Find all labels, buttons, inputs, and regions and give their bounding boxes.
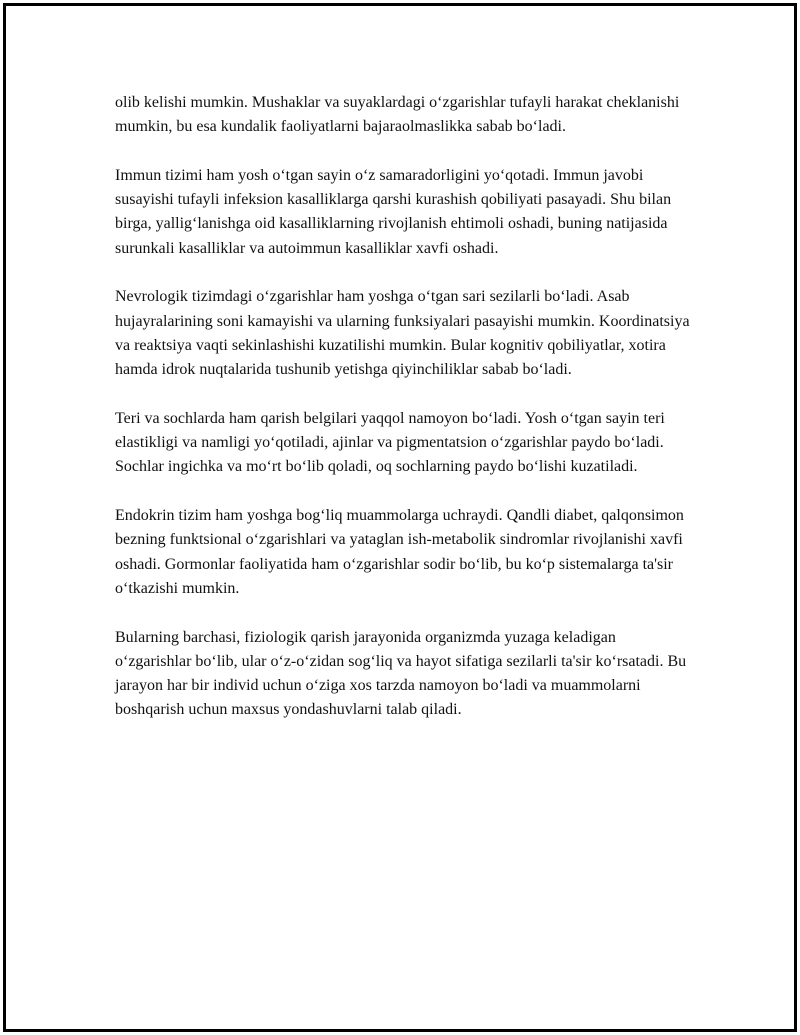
paragraph-conclusion: Bularning barchasi, fiziologik qarish jarayonida organizmda yuzaga keladigan o‘zgarishlar bo‘lib, ular o‘z-o‘zidan sog‘liq va hayot sifatiga sezilarli ta'sir ko‘rsatadi. Bu jarayon har bir individ uchun o‘ziga xos tarzda namoyon bo‘ladi va muammolarni boshqarish uchun maxsus yondashuvlarni talab qiladi. (115, 628, 687, 719)
paragraph-skin-and-hair: Teri va sochlarda ham qarish belgilari yaqqol namoyon bo‘ladi. Yosh o‘tgan sayin teri elastikligi va namligi yo‘qotiladi, ajinlar va pigmentatsion o‘zgarishlar paydo bo‘ladi. Sochlar ingichka va mo‘rt bo‘lib qoladi, oq sochlarning paydo bo‘lishi kuzatiladi. (115, 409, 665, 476)
paragraph-endocrine: Endokrin tizim ham yoshga bog‘liq muammolarga uchraydi. Qandli diabet, qalqonsimon bezning funktsional o‘zgarishlari va yataglan ish-metabolik sindromlar rivojlanishi xavfi oshadi. Gormonlar faoliyatida ham o‘zgarishlar sodir bo‘lib, bu ko‘p sistemalarga ta'sir o‘tkazishi mumkin. (115, 507, 684, 597)
paragraph-immune-system: Immun tizimi ham yosh o‘tgan sayin o‘z samaradorligini yo‘qotadi. Immun javobi susayishi tufayli infeksion kasalliklarga qarshi kurashish qobiliyati pasayadi. Shu bilan birga, yallig‘lanishga oid kasalliklarning rivojlanish ehtimoli oshadi, buning natijasida surunkali kasalliklar va autoimmun kasalliklar xavfi oshadi. (115, 166, 672, 257)
paragraph-musculoskeletal: olib kelishi mumkin. Mushaklar va suyaklardagi o‘zgarishlar tufayli harakat cheklanishi mumkin, bu esa kundalik faoliyatlarni bajaraolmaslikka sabab bo‘ladi. (115, 94, 680, 136)
document-body (115, 91, 695, 747)
paragraph-neurological: Nevrologik tizimdagi o‘zgarishlar ham yoshga o‘tgan sari sezilarli bo‘ladi. Asab hujayralarining soni kamayishi va ularning funksiyalari pasayishi mumkin. Koordinatsiya va reaktsiya vaqti sekinlashishi kuzatilishi mumkin. Bular kognitiv qobiliyatlar, xotira hamda idrok nuqtalarida tushunib yetishga qiyinchiliklar sabab bo‘ladi. (115, 288, 690, 379)
